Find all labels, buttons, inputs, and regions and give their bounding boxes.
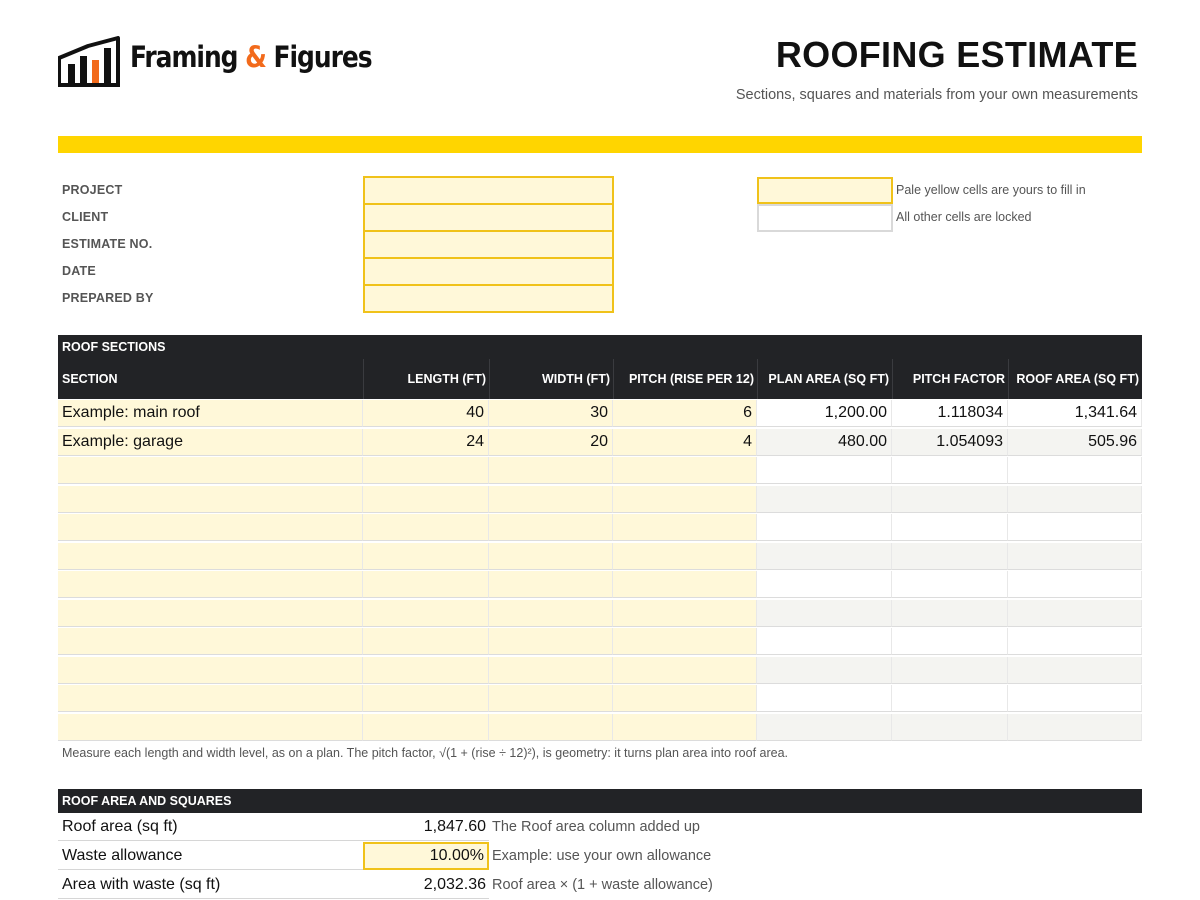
pitch-cell[interactable] [613, 657, 757, 684]
table-row [58, 714, 1142, 742]
plan-area-cell [757, 600, 892, 627]
pitch-cell[interactable] [613, 457, 757, 484]
plan-area-cell: 480.00 [757, 429, 892, 456]
legend-locked-text: All other cells are locked [896, 210, 1032, 224]
width-cell[interactable]: 20 [489, 429, 613, 456]
prepared-by-label: PREPARED BY [62, 291, 154, 305]
pitch-cell[interactable] [613, 486, 757, 513]
section-name-cell[interactable] [58, 685, 363, 712]
plan-area-cell [757, 685, 892, 712]
section-name-cell[interactable]: Example: garage [58, 429, 363, 456]
bar-chart-icon [58, 36, 122, 88]
width-cell[interactable] [489, 457, 613, 484]
area-with-waste-label: Area with waste (sq ft) [58, 871, 363, 899]
pitch-cell[interactable]: 4 [613, 429, 757, 456]
pitch-factor-cell [892, 628, 1008, 655]
table-row [58, 685, 1142, 713]
pitch-factor-cell [892, 457, 1008, 484]
roof-sections-header [58, 359, 1142, 399]
table-row [58, 600, 1142, 628]
legend-input-text: Pale yellow cells are yours to fill in [896, 183, 1086, 197]
plan-area-cell [757, 543, 892, 570]
roof-area-note: The Roof area column added up [492, 819, 700, 835]
section-name-cell[interactable] [58, 657, 363, 684]
page-subtitle: Sections, squares and materials from your own measurements [735, 87, 1138, 103]
table-row [58, 543, 1142, 571]
roof-area-cell [1008, 457, 1142, 484]
brand-logo [58, 36, 372, 88]
area-with-waste-note: Roof area × (1 + waste allowance) [492, 877, 713, 893]
area-with-waste-row [58, 871, 958, 900]
roof-area-cell [1008, 571, 1142, 598]
date-input[interactable] [363, 257, 614, 286]
section-name-cell[interactable]: Example: main roof [58, 400, 363, 427]
section-name-cell[interactable] [58, 714, 363, 741]
client-input[interactable] [363, 203, 614, 232]
section-name-cell[interactable] [58, 514, 363, 541]
plan-area-cell [757, 514, 892, 541]
area-with-waste-value: 2,032.36 [363, 871, 489, 899]
length-cell[interactable] [363, 486, 489, 513]
pitch-cell[interactable] [613, 543, 757, 570]
length-cell[interactable] [363, 714, 489, 741]
accent-band [58, 136, 1142, 153]
plan-area-cell [757, 486, 892, 513]
pitch-factor-cell [892, 685, 1008, 712]
table-row [58, 400, 1142, 428]
roof-area-cell [1008, 714, 1142, 741]
length-cell[interactable] [363, 571, 489, 598]
plan-area-cell [757, 457, 892, 484]
pitch-cell[interactable]: 6 [613, 400, 757, 427]
col-roof-area: ROOF AREA (SQ FT) [1008, 359, 1142, 399]
squares-title: ROOF AREA AND SQUARES [58, 789, 1142, 813]
prepared-by-input[interactable] [363, 284, 614, 313]
pitch-cell[interactable] [613, 571, 757, 598]
pitch-factor-cell [892, 486, 1008, 513]
table-row [58, 429, 1142, 457]
estimate-no-label: ESTIMATE NO. [62, 237, 153, 251]
length-cell[interactable]: 24 [363, 429, 489, 456]
waste-row [58, 842, 958, 871]
length-cell[interactable] [363, 685, 489, 712]
roof-area-cell [1008, 600, 1142, 627]
length-cell[interactable] [363, 628, 489, 655]
col-pitch-factor: PITCH FACTOR [892, 359, 1008, 399]
pitch-cell[interactable] [613, 628, 757, 655]
brand-name: Framing & Figures [130, 40, 372, 74]
pitch-note: Measure each length and width level, as on a plan. The pitch factor, √(1 + (rise ÷ 12)²), is geometry: it turns plan area into roof area. [62, 746, 789, 760]
roof-area-cell [1008, 685, 1142, 712]
width-cell[interactable] [489, 714, 613, 741]
length-cell[interactable]: 40 [363, 400, 489, 427]
section-name-cell[interactable] [58, 600, 363, 627]
pitch-factor-cell [892, 514, 1008, 541]
table-row [58, 486, 1142, 514]
table-row [58, 628, 1142, 656]
roof-area-cell [1008, 657, 1142, 684]
client-label: CLIENT [62, 210, 109, 224]
plan-area-cell [757, 657, 892, 684]
width-cell[interactable] [489, 571, 613, 598]
section-name-cell[interactable] [58, 486, 363, 513]
roof-area-cell [1008, 628, 1142, 655]
table-row [58, 657, 1142, 685]
length-cell[interactable] [363, 600, 489, 627]
roof-area-cell [1008, 514, 1142, 541]
col-length: LENGTH (FT) [363, 359, 489, 399]
pitch-cell[interactable] [613, 600, 757, 627]
pitch-factor-cell [892, 657, 1008, 684]
col-plan-area: PLAN AREA (SQ FT) [757, 359, 892, 399]
waste-input[interactable]: 10.00% [363, 842, 489, 870]
roof-area-cell [1008, 543, 1142, 570]
table-row [58, 514, 1142, 542]
table-row [58, 571, 1142, 599]
width-cell[interactable] [489, 486, 613, 513]
pitch-cell[interactable] [613, 514, 757, 541]
width-cell[interactable]: 30 [489, 400, 613, 427]
roof-area-cell: 505.96 [1008, 429, 1142, 456]
roof-area-row [58, 813, 958, 842]
width-cell[interactable] [489, 628, 613, 655]
pitch-cell[interactable] [613, 714, 757, 741]
section-name-cell[interactable] [58, 571, 363, 598]
waste-note: Example: use your own allowance [492, 848, 712, 864]
width-cell[interactable] [489, 657, 613, 684]
pitch-factor-cell: 1.054093 [892, 429, 1008, 456]
length-cell[interactable] [363, 543, 489, 570]
pitch-cell[interactable] [613, 685, 757, 712]
legend-input-swatch [757, 177, 893, 204]
plan-area-cell [757, 571, 892, 598]
page-title: ROOFING ESTIMATE [775, 34, 1138, 75]
project-label: PROJECT [62, 183, 123, 197]
section-name-cell[interactable] [58, 543, 363, 570]
roof-area-cell: 1,341.64 [1008, 400, 1142, 427]
legend-locked-swatch [757, 204, 893, 232]
length-cell[interactable] [363, 514, 489, 541]
roof-area-value: 1,847.60 [363, 813, 489, 841]
col-pitch: PITCH (RISE PER 12) [613, 359, 757, 399]
width-cell[interactable] [489, 685, 613, 712]
date-label: DATE [62, 264, 96, 278]
width-cell[interactable] [489, 514, 613, 541]
length-cell[interactable] [363, 657, 489, 684]
pitch-factor-cell: 1.118034 [892, 400, 1008, 427]
pitch-factor-cell [892, 571, 1008, 598]
roof-sections-title: ROOF SECTIONS [58, 335, 1142, 359]
col-section: SECTION [62, 372, 118, 386]
pitch-factor-cell [892, 714, 1008, 741]
section-name-cell[interactable] [58, 457, 363, 484]
section-name-cell[interactable] [58, 628, 363, 655]
plan-area-cell [757, 714, 892, 741]
estimate-no-input[interactable] [363, 230, 614, 259]
project-input[interactable] [363, 176, 614, 205]
col-width: WIDTH (FT) [489, 359, 613, 399]
waste-label: Waste allowance [58, 842, 363, 870]
pitch-factor-cell [892, 543, 1008, 570]
roof-area-label: Roof area (sq ft) [58, 813, 363, 841]
table-row [58, 457, 1142, 485]
roof-area-cell [1008, 486, 1142, 513]
width-cell[interactable] [489, 600, 613, 627]
pitch-factor-cell [892, 600, 1008, 627]
width-cell[interactable] [489, 543, 613, 570]
plan-area-cell: 1,200.00 [757, 400, 892, 427]
plan-area-cell [757, 628, 892, 655]
length-cell[interactable] [363, 457, 489, 484]
